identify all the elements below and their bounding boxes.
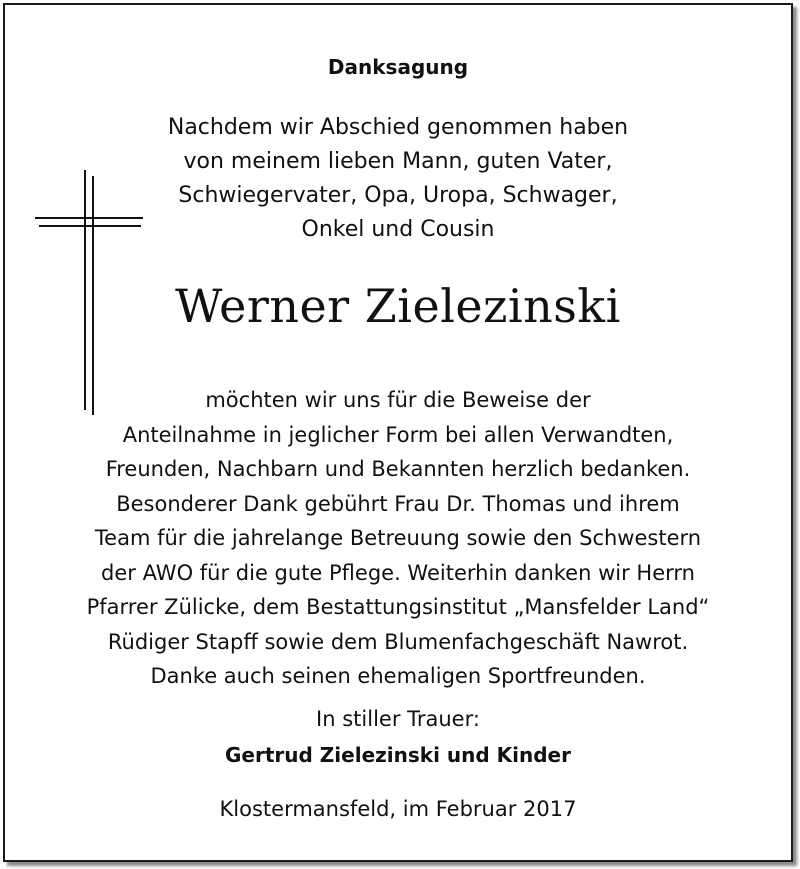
mourners-signature: Gertrud Zielezinski und Kinder (225, 743, 571, 767)
thanks-text (5, 383, 791, 694)
place-date: Klostermansfeld, im Februar 2017 (219, 797, 577, 821)
intro-line: von meinem lieben Mann, guten Vater, (183, 149, 613, 174)
intro-line: Schwiegervater, Opa, Uropa, Schwager, (178, 183, 618, 208)
thanks-line: der AWO für die gute Pflege. Weiterhin danken wir Herrn (101, 560, 695, 585)
thanks-line: Freunden, Nachbarn und Bekannten herzlich bedanken. (105, 457, 691, 481)
thanks-line: Team für die jahrelange Betreuung sowie den Schwestern (94, 526, 702, 550)
thanks-line: Besonderer Dank gebührt Frau Dr. Thomas und ihrem (116, 491, 680, 516)
thanks-line: möchten wir uns für die Beweise der (205, 388, 591, 412)
thanks-line: Anteilnahme in jeglicher Form bei allen Verwandten, (122, 422, 674, 447)
obituary-notice (3, 3, 793, 862)
thanks-line: Pfarrer Zülicke, dem Bestattungsinstitut „Mansfelder Land“ (86, 595, 710, 619)
thanks-line: Danke auch seinen ehemaligen Sportfreunden. (150, 664, 646, 688)
thanks-line: Rüdiger Stapff sowie dem Blumenfachgeschäft Nawrot. (107, 629, 689, 654)
mourning-label: In stiller Trauer: (316, 707, 480, 731)
notice-heading: Danksagung (327, 55, 469, 79)
deceased-name: Werner Zielezinski (175, 279, 621, 333)
intro-line: Nachdem wir Abschied genommen haben (167, 115, 629, 140)
intro-line: Onkel und Cousin (301, 217, 495, 242)
